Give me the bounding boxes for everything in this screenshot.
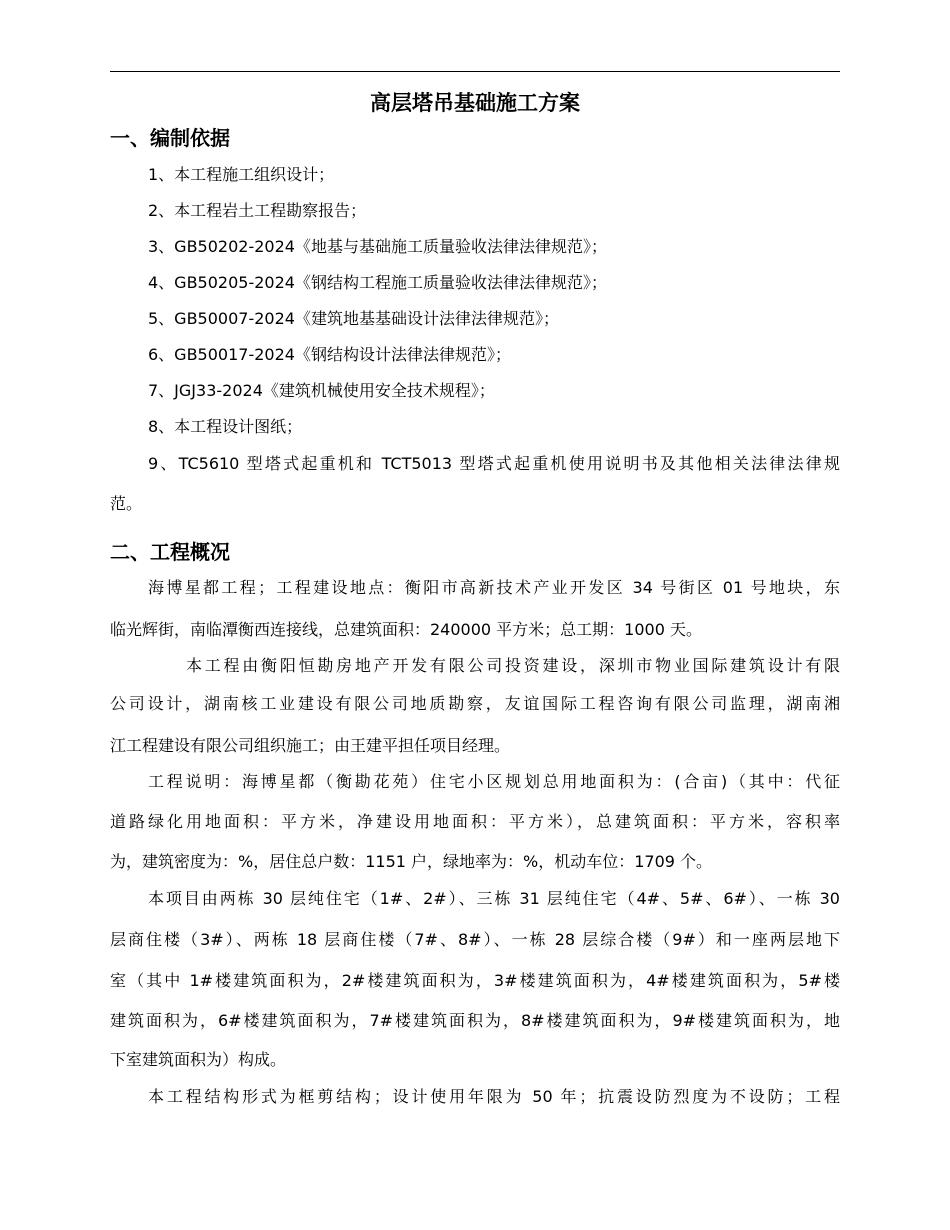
overview-line: 下室建筑面积为）构成。 <box>110 1050 287 1069</box>
section-heading-basis: 一、编制依据 <box>110 126 230 150</box>
overview-line: 临光辉街，南临潭衡西连接线，总建筑面积：240000 平方米；总工期：1000 天。 <box>110 620 702 639</box>
overview-line: 本项目由两栋 30 层纯住宅（1#、2#）、三栋 31 层纯住宅（4#、5#、6#）、一栋 30 <box>148 889 840 908</box>
basis-item: 4、GB50205-2024《钢结构工程施工质量验收法律法律规范》； <box>148 273 607 292</box>
basis-item: 7、JGJ33-2024《建筑机械使用安全技术规程》； <box>148 381 495 400</box>
basis-item: 9、TC5610 型塔式起重机和 TCT5013 型塔式起重机使用说明书及其他相关法律法律规 <box>148 454 840 473</box>
overview-line: 道路绿化用地面积：平方米，净建设用地面积：平方米），总建筑面积：平方米，容积率 <box>110 812 840 831</box>
basis-item: 6、GB50017-2024《钢结构设计法律法律规范》； <box>148 345 511 364</box>
overview-line: 为，建筑密度为：%，居住总户数：1151 户，绿地率为：%，机动车位：1709 个。 <box>110 852 713 871</box>
overview-line: 公司设计，湖南核工业建设有限公司地质勘察，友谊国际工程咨询有限公司监理，湖南湘 <box>110 694 840 713</box>
overview-line: 本工程结构形式为框剪结构；设计使用年限为 50 年；抗震设防烈度为不设防；工程 <box>148 1087 840 1106</box>
basis-item: 5、GB50007-2024《建筑地基基础设计法律法律规范》； <box>148 309 559 328</box>
basis-item: 8、本工程设计图纸； <box>148 417 303 436</box>
section-heading-overview: 二、工程概况 <box>110 540 230 564</box>
overview-line: 海博星都工程；工程建设地点：衡阳市高新技术产业开发区 34 号街区 01 号地块，东 <box>148 578 840 597</box>
basis-item: 3、GB50202-2024《地基与基础施工质量验收法律法律规范》； <box>148 237 607 256</box>
overview-line: 工程说明：海博星都（衡勘花苑）住宅小区规划总用地面积为：(合亩)（其中：代征 <box>148 772 840 791</box>
header-rule <box>110 71 840 72</box>
overview-line: 本工程由衡阳恒勘房地产开发有限公司投资建设，深圳市物业国际建筑设计有限 <box>186 656 840 675</box>
overview-line: 江工程建设有限公司组织施工；由王建平担任项目经理。 <box>110 736 511 755</box>
overview-line: 建筑面积为，6#楼建筑面积为，7#楼建筑面积为，8#楼建筑面积为，9#楼建筑面积为，地 <box>110 1011 840 1030</box>
basis-item: 2、本工程岩土工程勘察报告； <box>148 201 367 220</box>
overview-line: 层商住楼（3#）、两栋 18 层商住楼（7#、8#）、一栋 28 层综合楼（9#）和一座两层地下 <box>110 930 840 949</box>
basis-item-continuation: 范。 <box>110 494 143 513</box>
document-title: 高层塔吊基础施工方案 <box>370 90 580 115</box>
basis-item: 1、本工程施工组织设计； <box>148 165 335 184</box>
overview-line: 室（其中 1#楼建筑面积为，2#楼建筑面积为，3#楼建筑面积为，4#楼建筑面积为，5#楼 <box>110 971 840 990</box>
